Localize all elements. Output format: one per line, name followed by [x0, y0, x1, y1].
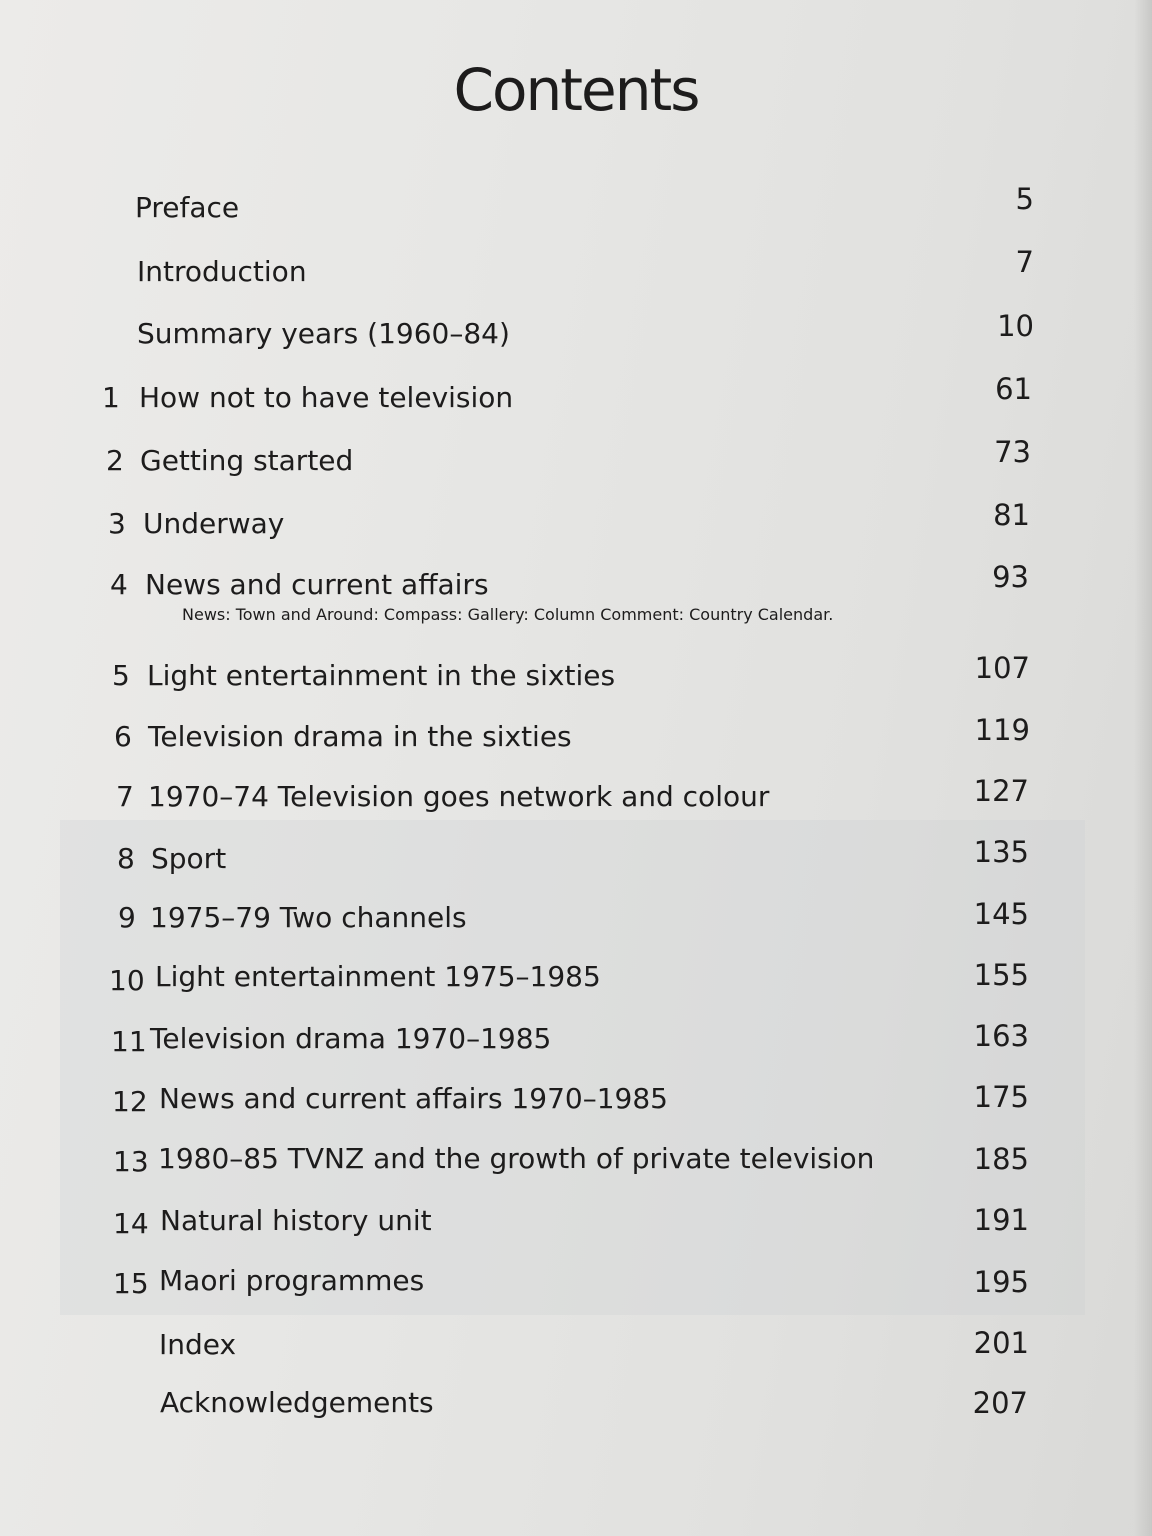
- toc-entry-subtopics: News: Town and Around: Compass: Gallery: Column Comment: Country Calendar.: [182, 605, 834, 624]
- toc-entry-number: 15: [113, 1267, 149, 1300]
- toc-entry-label: News and current affairs 1970–1985: [159, 1082, 668, 1115]
- toc-entry-page: 81: [993, 498, 1030, 532]
- toc-entry-number: 9: [118, 901, 136, 934]
- page-title: Contents: [453, 56, 699, 124]
- toc-entry-label: Acknowledgements: [160, 1386, 434, 1419]
- toc-entry-label: 1970–74 Television goes network and colour: [148, 780, 770, 813]
- toc-entry-label: 1980–85 TVNZ and the growth of private television: [158, 1142, 875, 1175]
- toc-entry-page: 155: [973, 958, 1029, 992]
- toc-entry-number: 3: [108, 507, 126, 540]
- toc-entry-label: Television drama in the sixties: [148, 720, 572, 753]
- toc-entry-page: 127: [973, 774, 1029, 808]
- toc-entry-number: 14: [113, 1207, 149, 1240]
- toc-entry-number: 2: [106, 444, 124, 477]
- toc-entry-page: 145: [973, 897, 1029, 931]
- toc-entry-page: 61: [995, 372, 1032, 406]
- toc-entry-number: 12: [112, 1085, 148, 1118]
- toc-entry-label: News and current affairs: [145, 568, 489, 601]
- toc-entry-page: 7: [1015, 245, 1034, 279]
- toc-entry-page: 195: [973, 1265, 1029, 1299]
- toc-entry-label: Underway: [143, 507, 285, 540]
- toc-entry-page: 93: [992, 560, 1029, 594]
- toc-entry-page: 107: [974, 651, 1030, 685]
- toc-entry-page: 119: [974, 713, 1030, 747]
- toc-entry-label: 1975–79 Two channels: [150, 901, 467, 934]
- toc-entry-label: Light entertainment in the sixties: [147, 659, 616, 692]
- toc-entry-page: 135: [973, 835, 1029, 869]
- toc-entry-label: Light entertainment 1975–1985: [155, 960, 601, 993]
- toc-entry-number: 13: [113, 1145, 149, 1178]
- toc-entry-number: 6: [114, 720, 132, 753]
- toc-entry-label: Sport: [151, 842, 227, 875]
- toc-entry-label: Introduction: [137, 255, 307, 288]
- toc-entry-label: Preface: [135, 191, 240, 224]
- toc-entry-number: 1: [102, 381, 120, 414]
- toc-entry-label: How not to have television: [139, 381, 514, 414]
- toc-entry-number: 4: [110, 568, 128, 601]
- toc-entry-page: 201: [973, 1326, 1029, 1360]
- toc-entry-number: 10: [109, 964, 145, 997]
- toc-entry-page: 10: [997, 309, 1034, 343]
- toc-entry-page: 73: [994, 435, 1031, 469]
- toc-entry-page: 163: [973, 1019, 1029, 1053]
- toc-entry-page: 191: [973, 1203, 1029, 1237]
- toc-entry-label: Natural history unit: [160, 1204, 432, 1237]
- toc-entry-label: Maori programmes: [159, 1264, 425, 1297]
- toc-entry-number: 8: [117, 842, 135, 875]
- toc-entry-number: 5: [112, 659, 130, 692]
- toc-entry-label: Summary years (1960–84): [137, 317, 510, 350]
- toc-entry-number: 7: [116, 780, 134, 813]
- toc-entry-label: Getting started: [140, 444, 354, 477]
- toc-entry-page: 185: [973, 1142, 1029, 1176]
- toc-entry-number: 11: [111, 1025, 147, 1058]
- toc-entry-page: 207: [972, 1386, 1028, 1420]
- toc-entry-label: Television drama 1970–1985: [150, 1022, 552, 1055]
- toc-entry-page: 175: [973, 1080, 1029, 1114]
- toc-entry-label: Index: [159, 1328, 237, 1361]
- toc-entry-page: 5: [1015, 182, 1034, 216]
